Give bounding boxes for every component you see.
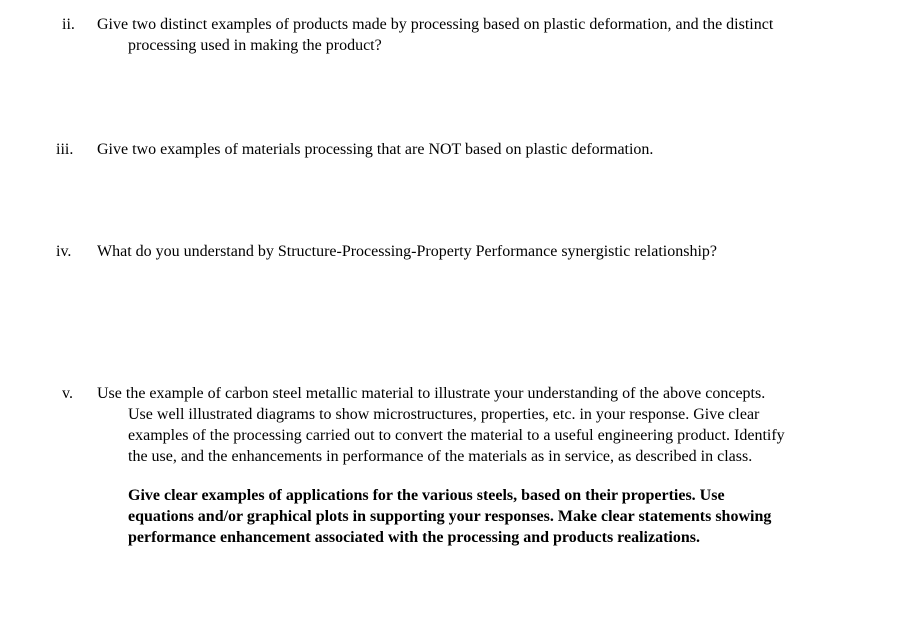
question-text-line: What do you understand by Structure-Processing-Property Performance synergistic relationship? (97, 243, 717, 260)
question-text-line: examples of the processing carried out to convert the material to a useful engineering product. Identify (128, 427, 785, 444)
question-text-line: Use well illustrated diagrams to show microstructures, properties, etc. in your response. Give clear (128, 406, 760, 423)
question-text-line: Give two examples of materials processing that are NOT based on plastic deformation. (97, 141, 654, 158)
question-number: iii. (56, 141, 74, 158)
bold-instruction-line: performance enhancement associated with the processing and products realizations. (128, 529, 700, 546)
question-number: iv. (56, 243, 72, 260)
question-number: ii. (62, 16, 75, 33)
question-number: v. (62, 385, 73, 402)
question-text-line: Give two distinct examples of products made by processing based on plastic deformation, and the distinct (97, 16, 774, 33)
question-text-line: Use the example of carbon steel metallic material to illustrate your understanding of the above concepts. (97, 385, 766, 402)
bold-instruction-line: Give clear examples of applications for the various steels, based on their properties. Use (128, 487, 725, 504)
question-text-line: the use, and the enhancements in performance of the materials as in service, as described in class. (128, 448, 753, 465)
bold-instruction-line: equations and/or graphical plots in supporting your responses. Make clear statements showing (128, 508, 772, 525)
question-text-line: processing used in making the product? (128, 37, 382, 54)
